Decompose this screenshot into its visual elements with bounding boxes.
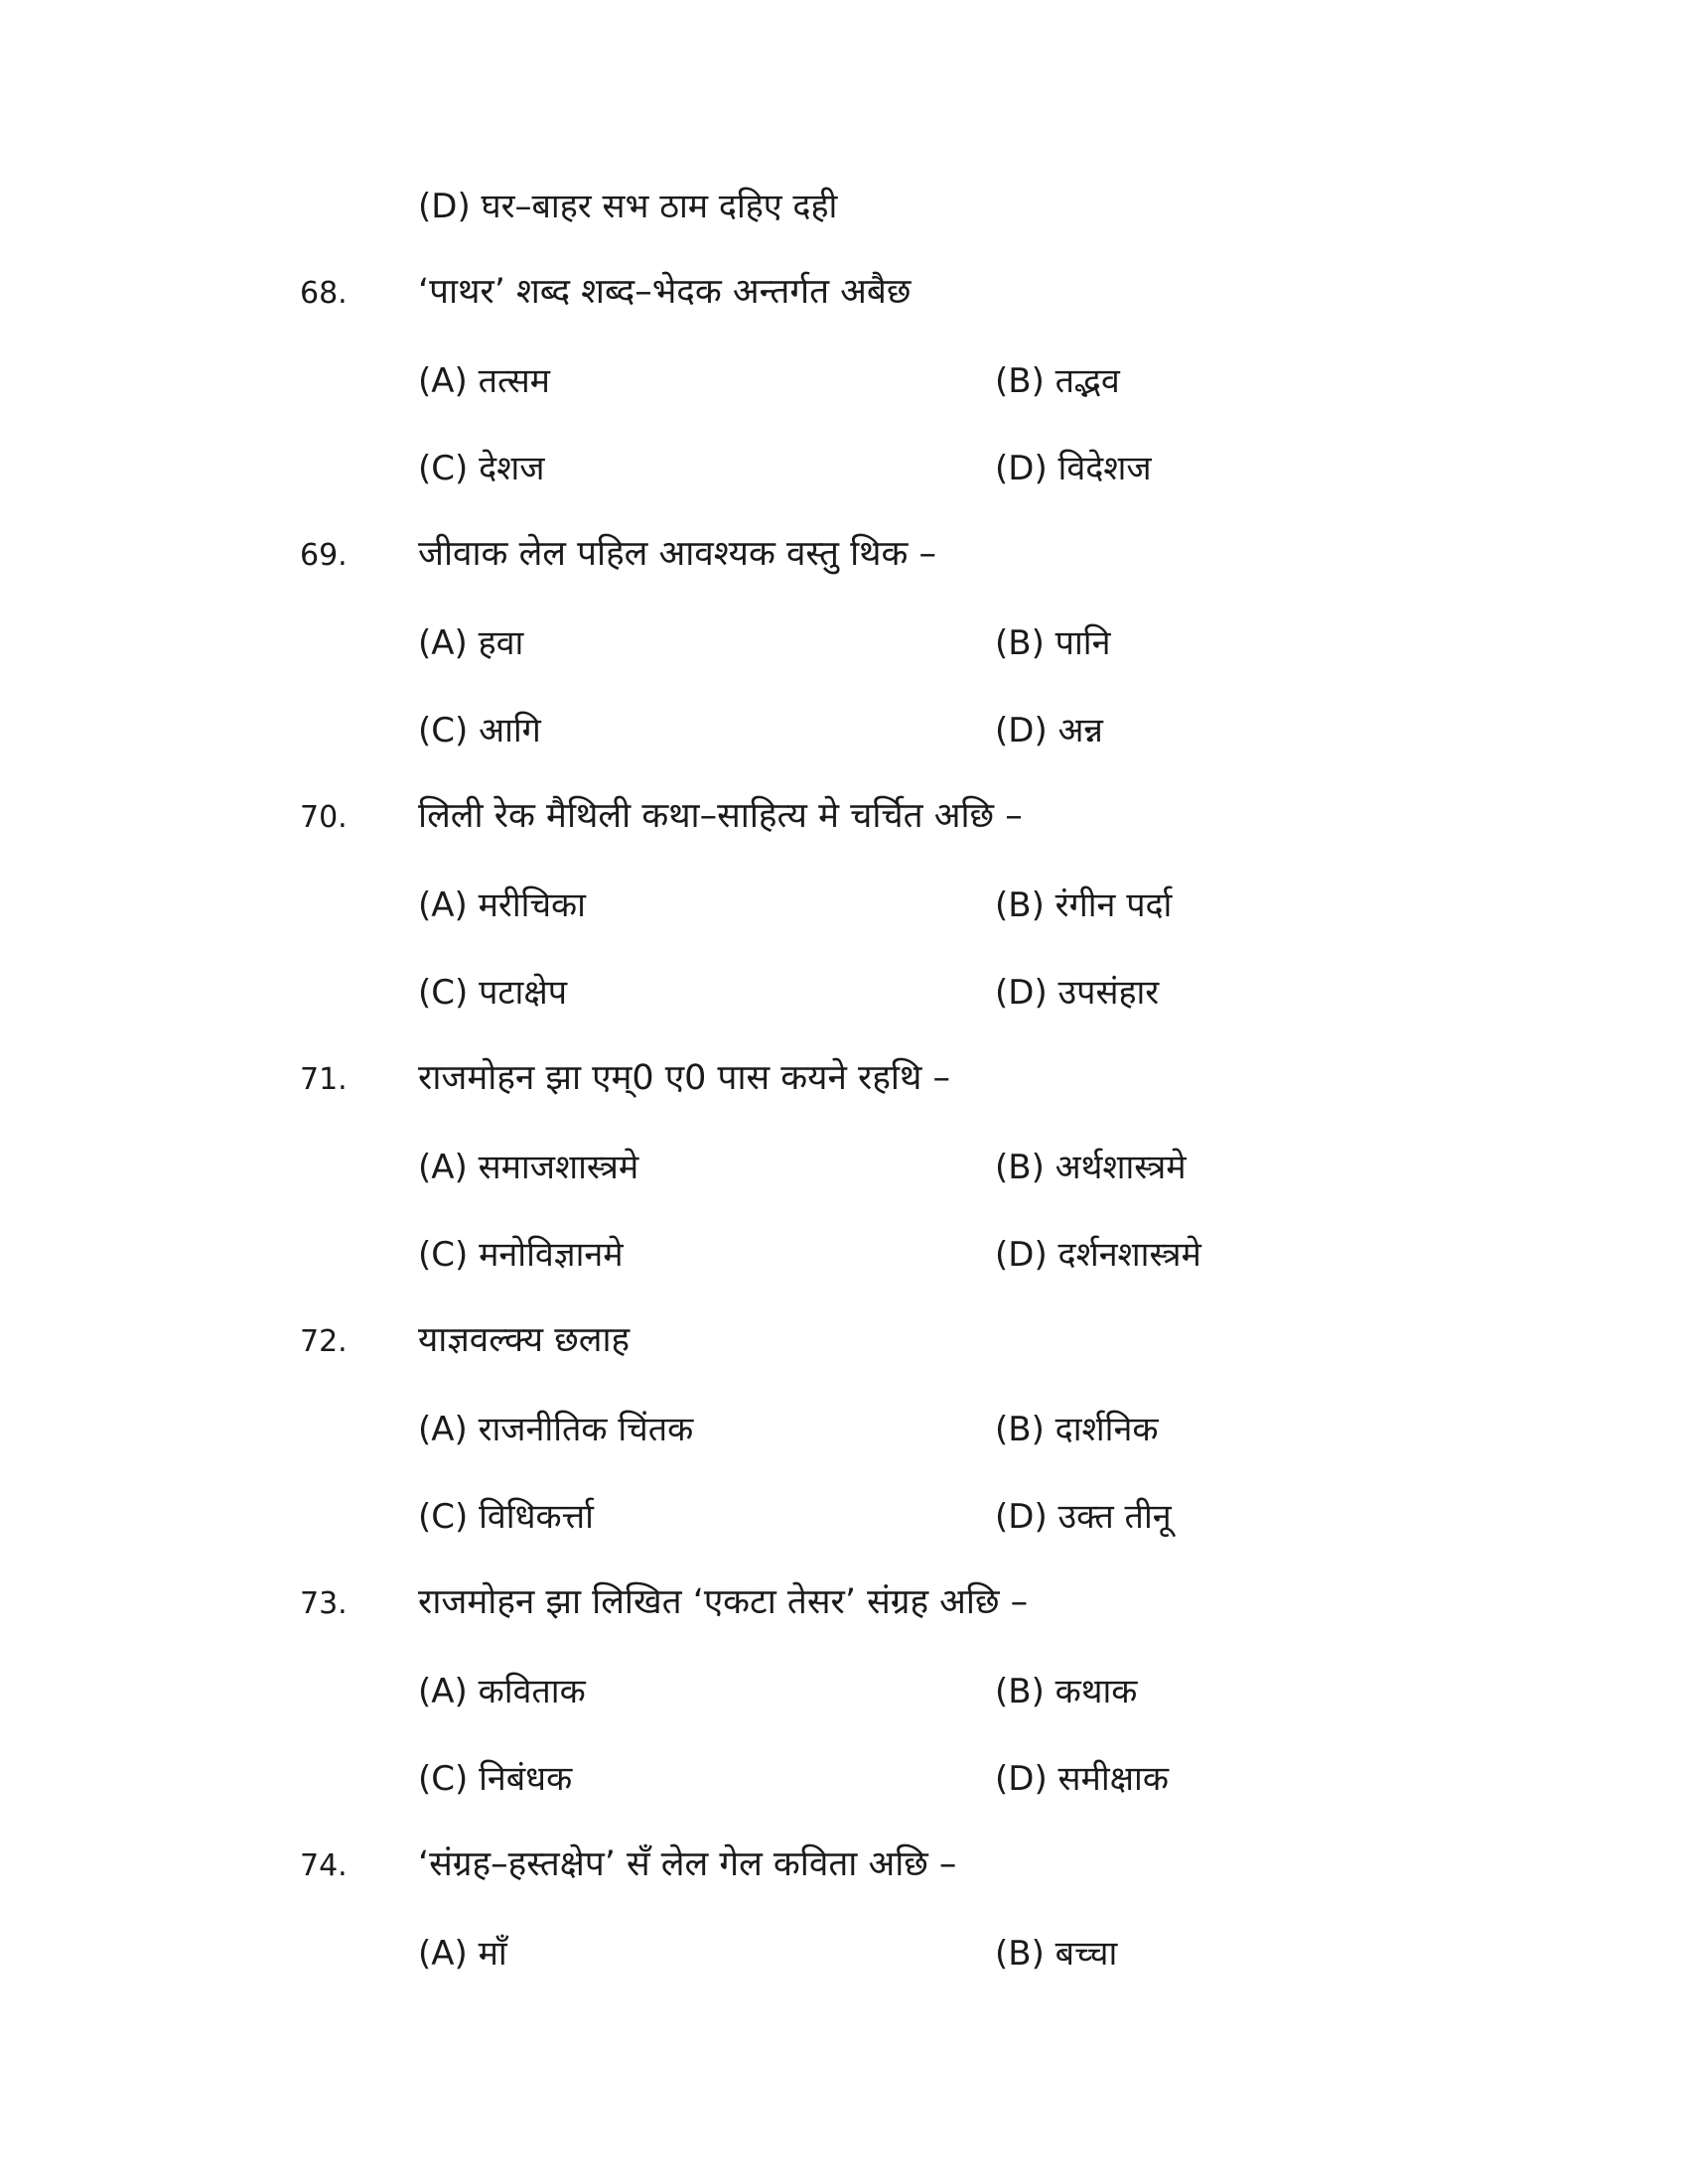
question-text: ‘पाथर’ शब्द शब्द–भेदक अन्तर्गत अबैछ [418, 272, 912, 312]
question-number: 69. [300, 538, 348, 573]
option-b[interactable]: (B) रंगीन पर्दा [995, 886, 1173, 925]
question-number: 68. [300, 276, 348, 311]
option-a[interactable]: (A) राजनीतिक चिंतक [418, 1410, 694, 1449]
option-a[interactable]: (A) माँ [418, 1934, 507, 1974]
option-d[interactable]: (D) उपसंहार [995, 973, 1160, 1013]
option-b[interactable]: (B) कथाक [995, 1672, 1138, 1711]
option-d[interactable]: (D) दर्शनशास्त्रमे [995, 1235, 1201, 1275]
option-d[interactable]: (D) समीक्षाक [995, 1759, 1169, 1799]
option-b[interactable]: (B) दार्शनिक [995, 1410, 1159, 1449]
option-b[interactable]: (B) बच्चा [995, 1934, 1118, 1974]
option-a[interactable]: (A) हवा [418, 623, 524, 663]
option-b[interactable]: (B) अर्थशास्त्रमे [995, 1148, 1187, 1187]
question-text: जीवाक लेल पहिल आवश्यक वस्तु थिक – [418, 534, 937, 574]
question-text: राजमोहन झा एम्0 ए0 पास कयने रहथि – [418, 1058, 950, 1098]
option-c[interactable]: (C) आगि [418, 711, 541, 751]
question-text: याज्ञवल्क्य छलाह [418, 1320, 631, 1360]
question-text: ‘संग्रह–हस्तक्षेप’ सँ लेल गेल कविता अछि – [418, 1844, 957, 1884]
question-number: 72. [300, 1324, 348, 1359]
option-b[interactable]: (B) तद्भव [995, 361, 1120, 401]
question-number: 73. [300, 1586, 348, 1621]
option-b[interactable]: (B) पानि [995, 623, 1111, 663]
option-d[interactable]: (D) उक्त तीनू [995, 1497, 1172, 1537]
option-d[interactable]: (D) विदेशज [995, 449, 1152, 488]
option-c[interactable]: (C) निबंधक [418, 1759, 573, 1799]
option-c[interactable]: (C) देशज [418, 449, 545, 488]
question-number: 74. [300, 1848, 348, 1883]
option-c[interactable]: (C) मनोविज्ञानमे [418, 1235, 624, 1275]
question-text: राजमोहन झा लिखित ‘एकटा तेसर’ संग्रह अछि – [418, 1582, 1029, 1622]
option-d[interactable]: (D) अन्न [995, 711, 1103, 751]
option-c[interactable]: (C) पटाक्षेप [418, 973, 568, 1013]
option-c[interactable]: (C) विधिकर्त्ता [418, 1497, 594, 1537]
question-number: 71. [300, 1062, 348, 1097]
question-text: लिली रेक मैथिली कथा–साहित्य मे चर्चित अछि – [418, 796, 1023, 836]
option-a[interactable]: (A) तत्सम [418, 361, 551, 401]
option-a[interactable]: (A) कविताक [418, 1672, 586, 1711]
option-a[interactable]: (A) समाजशास्त्रमे [418, 1148, 639, 1187]
question-number: 70. [300, 800, 348, 835]
option-a[interactable]: (A) मरीचिका [418, 886, 586, 925]
carryover-option-d: (D) घर–बाहर सभ ठाम दहिए दही [418, 187, 838, 226]
